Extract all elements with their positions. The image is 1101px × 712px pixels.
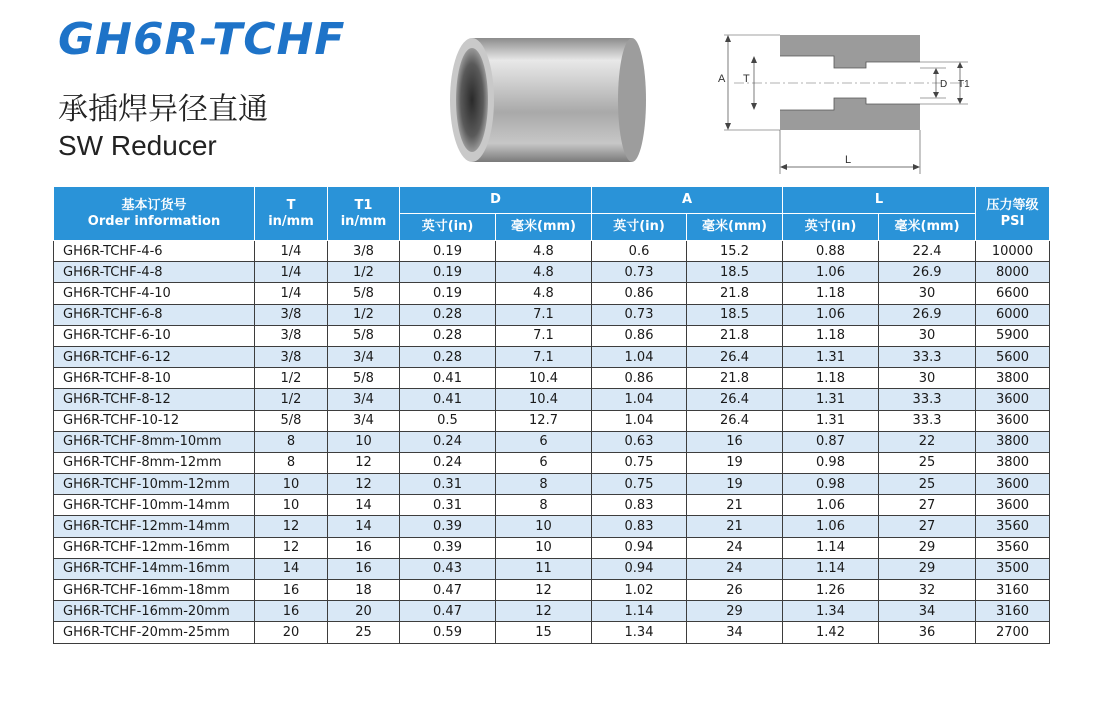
- cell-t1-value: 3/4: [328, 389, 400, 410]
- cell-psi: 3800: [976, 431, 1050, 452]
- cell-a-in: 0.83: [592, 516, 687, 537]
- cell-a-mm: 18.5: [687, 304, 783, 325]
- cell-a-mm: 26.4: [687, 346, 783, 367]
- cell-psi: 3500: [976, 558, 1050, 579]
- cell-t1-value: 1/2: [328, 304, 400, 325]
- cell-order-number: GH6R-TCHF-4-8: [54, 262, 255, 283]
- cell-a-in: 0.6: [592, 241, 687, 262]
- header-psi: [976, 187, 1050, 241]
- cell-psi: 3800: [976, 452, 1050, 473]
- cell-a-in: 1.02: [592, 580, 687, 601]
- table-row: [54, 580, 1050, 601]
- cell-d-mm: 7.1: [496, 304, 592, 325]
- subtitle-chinese: 承插焊异径直通: [58, 92, 268, 127]
- table-row: [54, 368, 1050, 389]
- table-row: [54, 389, 1050, 410]
- cell-order-number: GH6R-TCHF-4-6: [54, 241, 255, 262]
- cell-d-in: 0.39: [400, 537, 496, 558]
- cell-t-value: 3/8: [255, 325, 328, 346]
- header-l-mm: 毫米(mm): [879, 214, 976, 241]
- cell-order-number: GH6R-TCHF-8mm-10mm: [54, 431, 255, 452]
- header-order-en: Order information: [87, 213, 221, 229]
- header-psi-cn: 压力等级: [986, 197, 1039, 213]
- cell-t1-value: 14: [328, 516, 400, 537]
- cell-d-in: 0.43: [400, 558, 496, 579]
- dimension-drawing: [714, 22, 984, 180]
- header-l-in: 英寸(in): [783, 214, 879, 241]
- cell-l-in: 0.87: [783, 431, 879, 452]
- cell-t-value: 12: [255, 537, 328, 558]
- cell-d-mm: 10.4: [496, 368, 592, 389]
- cell-d-mm: 6: [496, 452, 592, 473]
- cell-t1-value: 3/4: [328, 410, 400, 431]
- table-row: [54, 431, 1050, 452]
- label-t1: T1: [958, 79, 970, 90]
- cell-t-value: 10: [255, 495, 328, 516]
- cell-order-number: GH6R-TCHF-14mm-16mm: [54, 558, 255, 579]
- cell-a-mm: 18.5: [687, 262, 783, 283]
- cell-t-value: 3/8: [255, 304, 328, 325]
- label-t: T: [743, 73, 750, 85]
- label-d: D: [940, 79, 948, 90]
- header-a-in: 英寸(in): [592, 214, 687, 241]
- header-row-top: [54, 187, 1050, 214]
- cell-t1-value: 14: [328, 495, 400, 516]
- table-row: [54, 601, 1050, 622]
- cell-l-in: 1.42: [783, 622, 879, 643]
- cell-l-mm: 36: [879, 622, 976, 643]
- cell-l-in: 1.31: [783, 346, 879, 367]
- cell-order-number: GH6R-TCHF-16mm-18mm: [54, 580, 255, 601]
- cell-d-in: 0.19: [400, 283, 496, 304]
- cell-a-mm: 29: [687, 601, 783, 622]
- cell-psi: 2700: [976, 622, 1050, 643]
- cell-l-mm: 27: [879, 495, 976, 516]
- header-l: L: [783, 187, 976, 214]
- cell-order-number: GH6R-TCHF-10mm-14mm: [54, 495, 255, 516]
- header-t1-unit: in/mm: [340, 213, 387, 229]
- cell-l-in: 1.18: [783, 325, 879, 346]
- cell-order-number: GH6R-TCHF-6-10: [54, 325, 255, 346]
- cell-psi: 8000: [976, 262, 1050, 283]
- cell-a-in: 0.73: [592, 262, 687, 283]
- header-t1: [328, 187, 400, 241]
- spec-table: [53, 186, 1050, 644]
- cell-l-mm: 30: [879, 283, 976, 304]
- cell-order-number: GH6R-TCHF-6-8: [54, 304, 255, 325]
- cell-t1-value: 18: [328, 580, 400, 601]
- spec-table-body: [54, 241, 1050, 644]
- cell-l-mm: 29: [879, 558, 976, 579]
- cell-psi: 3800: [976, 368, 1050, 389]
- cell-a-mm: 19: [687, 474, 783, 495]
- cell-a-in: 1.14: [592, 601, 687, 622]
- cell-a-in: 1.04: [592, 346, 687, 367]
- cell-order-number: GH6R-TCHF-8mm-12mm: [54, 452, 255, 473]
- cell-l-mm: 33.3: [879, 389, 976, 410]
- table-row: [54, 516, 1050, 537]
- cell-l-in: 1.18: [783, 283, 879, 304]
- cell-order-number: GH6R-TCHF-20mm-25mm: [54, 622, 255, 643]
- table-row: [54, 283, 1050, 304]
- cell-l-mm: 29: [879, 537, 976, 558]
- cell-l-in: 1.06: [783, 495, 879, 516]
- cell-l-in: 0.88: [783, 241, 879, 262]
- cell-t-value: 5/8: [255, 410, 328, 431]
- cell-l-in: 1.31: [783, 410, 879, 431]
- cell-d-mm: 7.1: [496, 325, 592, 346]
- cell-t1-value: 10: [328, 431, 400, 452]
- cell-d-in: 0.19: [400, 241, 496, 262]
- cell-t-value: 1/2: [255, 389, 328, 410]
- cell-a-mm: 16: [687, 431, 783, 452]
- cell-a-in: 0.75: [592, 452, 687, 473]
- cell-l-mm: 26.9: [879, 262, 976, 283]
- cell-d-in: 0.19: [400, 262, 496, 283]
- cell-a-mm: 21.8: [687, 325, 783, 346]
- cell-a-mm: 24: [687, 558, 783, 579]
- cell-a-in: 1.34: [592, 622, 687, 643]
- cell-d-in: 0.41: [400, 389, 496, 410]
- cell-order-number: GH6R-TCHF-4-10: [54, 283, 255, 304]
- cell-t1-value: 1/2: [328, 262, 400, 283]
- header-t1-label: T1: [354, 197, 373, 213]
- cell-a-mm: 21: [687, 516, 783, 537]
- cell-t-value: 1/2: [255, 368, 328, 389]
- cell-l-in: 1.06: [783, 262, 879, 283]
- cell-a-in: 0.75: [592, 474, 687, 495]
- cell-l-mm: 25: [879, 452, 976, 473]
- cell-d-mm: 15: [496, 622, 592, 643]
- header-d-in: 英寸(in): [400, 214, 496, 241]
- header-d: D: [400, 187, 592, 214]
- cell-psi: 3600: [976, 474, 1050, 495]
- table-row: [54, 558, 1050, 579]
- cell-order-number: GH6R-TCHF-12mm-16mm: [54, 537, 255, 558]
- header-a-mm: 毫米(mm): [687, 214, 783, 241]
- cell-d-mm: 6: [496, 431, 592, 452]
- header-t: [255, 187, 328, 241]
- cell-l-in: 1.31: [783, 389, 879, 410]
- cell-t1-value: 25: [328, 622, 400, 643]
- cell-a-in: 0.63: [592, 431, 687, 452]
- cell-l-in: 0.98: [783, 452, 879, 473]
- cell-t-value: 1/4: [255, 241, 328, 262]
- cell-l-mm: 33.3: [879, 410, 976, 431]
- page-title: GH6R-TCHF: [58, 14, 346, 65]
- cell-d-in: 0.47: [400, 601, 496, 622]
- cell-a-mm: 26.4: [687, 389, 783, 410]
- cell-t1-value: 5/8: [328, 283, 400, 304]
- cell-d-mm: 10.4: [496, 389, 592, 410]
- cell-d-in: 0.28: [400, 304, 496, 325]
- cell-a-mm: 15.2: [687, 241, 783, 262]
- cell-d-mm: 12.7: [496, 410, 592, 431]
- cell-t-value: 1/4: [255, 283, 328, 304]
- cell-d-mm: 8: [496, 474, 592, 495]
- cell-order-number: GH6R-TCHF-12mm-14mm: [54, 516, 255, 537]
- cell-l-in: 1.06: [783, 516, 879, 537]
- cell-t-value: 12: [255, 516, 328, 537]
- cell-a-mm: 21.8: [687, 283, 783, 304]
- cell-psi: 3160: [976, 580, 1050, 601]
- cell-a-in: 0.86: [592, 283, 687, 304]
- header-t-unit: in/mm: [268, 213, 314, 229]
- table-row: [54, 304, 1050, 325]
- cell-t1-value: 16: [328, 558, 400, 579]
- cell-t-value: 14: [255, 558, 328, 579]
- cell-d-in: 0.59: [400, 622, 496, 643]
- cell-d-in: 0.41: [400, 368, 496, 389]
- cell-a-in: 0.86: [592, 368, 687, 389]
- subtitle-english: SW Reducer: [58, 130, 217, 161]
- cell-d-mm: 7.1: [496, 346, 592, 367]
- cell-d-in: 0.28: [400, 346, 496, 367]
- cell-d-mm: 10: [496, 537, 592, 558]
- cell-psi: 5900: [976, 325, 1050, 346]
- cell-d-in: 0.5: [400, 410, 496, 431]
- cell-order-number: GH6R-TCHF-8-12: [54, 389, 255, 410]
- cell-l-in: 1.18: [783, 368, 879, 389]
- cell-d-mm: 4.8: [496, 262, 592, 283]
- cell-d-mm: 4.8: [496, 241, 592, 262]
- cell-a-mm: 34: [687, 622, 783, 643]
- cell-a-in: 0.94: [592, 558, 687, 579]
- cell-psi: 5600: [976, 346, 1050, 367]
- cell-l-mm: 22: [879, 431, 976, 452]
- cell-a-mm: 21: [687, 495, 783, 516]
- cell-a-mm: 21.8: [687, 368, 783, 389]
- cell-order-number: GH6R-TCHF-16mm-20mm: [54, 601, 255, 622]
- cell-l-mm: 27: [879, 516, 976, 537]
- cell-l-mm: 26.9: [879, 304, 976, 325]
- table-row: [54, 241, 1050, 262]
- table-row: [54, 452, 1050, 473]
- cell-a-in: 0.83: [592, 495, 687, 516]
- cell-l-mm: 30: [879, 325, 976, 346]
- cell-t-value: 16: [255, 601, 328, 622]
- cell-l-in: 1.34: [783, 601, 879, 622]
- cell-psi: 3600: [976, 495, 1050, 516]
- cell-l-in: 1.14: [783, 558, 879, 579]
- cell-t-value: 16: [255, 580, 328, 601]
- cell-psi: 3600: [976, 389, 1050, 410]
- header-psi-en: PSI: [1000, 213, 1025, 229]
- cell-l-mm: 22.4: [879, 241, 976, 262]
- cell-psi: 10000: [976, 241, 1050, 262]
- cell-d-in: 0.39: [400, 516, 496, 537]
- cell-t1-value: 5/8: [328, 368, 400, 389]
- cell-d-mm: 4.8: [496, 283, 592, 304]
- table-row: [54, 495, 1050, 516]
- cell-t-value: 8: [255, 452, 328, 473]
- table-row: [54, 622, 1050, 643]
- cell-t-value: 8: [255, 431, 328, 452]
- cell-a-mm: 26.4: [687, 410, 783, 431]
- cell-psi: 6000: [976, 304, 1050, 325]
- cell-l-mm: 32: [879, 580, 976, 601]
- cell-order-number: GH6R-TCHF-10-12: [54, 410, 255, 431]
- cell-t-value: 20: [255, 622, 328, 643]
- cell-d-in: 0.24: [400, 452, 496, 473]
- cell-order-number: GH6R-TCHF-6-12: [54, 346, 255, 367]
- cell-d-in: 0.47: [400, 580, 496, 601]
- cell-t-value: 1/4: [255, 262, 328, 283]
- cell-order-number: GH6R-TCHF-10mm-12mm: [54, 474, 255, 495]
- cell-l-mm: 34: [879, 601, 976, 622]
- cell-t1-value: 12: [328, 452, 400, 473]
- header-a: A: [592, 187, 783, 214]
- table-row: [54, 325, 1050, 346]
- cell-t1-value: 3/8: [328, 241, 400, 262]
- cell-a-in: 0.94: [592, 537, 687, 558]
- cell-l-in: 1.26: [783, 580, 879, 601]
- cell-t-value: 3/8: [255, 346, 328, 367]
- cell-d-mm: 10: [496, 516, 592, 537]
- table-row: [54, 410, 1050, 431]
- product-photo: [448, 30, 648, 170]
- cell-psi: 3160: [976, 601, 1050, 622]
- cell-l-mm: 30: [879, 368, 976, 389]
- cell-a-in: 0.86: [592, 325, 687, 346]
- cell-t1-value: 12: [328, 474, 400, 495]
- cell-psi: 6600: [976, 283, 1050, 304]
- cell-order-number: GH6R-TCHF-8-10: [54, 368, 255, 389]
- cell-psi: 3600: [976, 410, 1050, 431]
- header-t-label: T: [286, 197, 296, 213]
- table-row: [54, 537, 1050, 558]
- cell-t1-value: 3/4: [328, 346, 400, 367]
- cell-t1-value: 20: [328, 601, 400, 622]
- cell-d-in: 0.24: [400, 431, 496, 452]
- header-order-cn: 基本订货号: [121, 197, 187, 213]
- cell-l-in: 0.98: [783, 474, 879, 495]
- cell-a-in: 1.04: [592, 389, 687, 410]
- cell-d-mm: 12: [496, 601, 592, 622]
- cell-a-mm: 24: [687, 537, 783, 558]
- cell-d-mm: 8: [496, 495, 592, 516]
- header-order-info: [54, 187, 255, 241]
- cell-a-mm: 26: [687, 580, 783, 601]
- header-d-mm: 毫米(mm): [496, 214, 592, 241]
- table-row: [54, 346, 1050, 367]
- table-row: [54, 262, 1050, 283]
- table-row: [54, 474, 1050, 495]
- cell-l-in: 1.14: [783, 537, 879, 558]
- cell-psi: 3560: [976, 537, 1050, 558]
- cell-t-value: 10: [255, 474, 328, 495]
- cell-t1-value: 16: [328, 537, 400, 558]
- cell-a-in: 0.73: [592, 304, 687, 325]
- cell-a-mm: 19: [687, 452, 783, 473]
- cell-d-in: 0.31: [400, 495, 496, 516]
- cell-l-in: 1.06: [783, 304, 879, 325]
- cell-d-mm: 11: [496, 558, 592, 579]
- cell-l-mm: 25: [879, 474, 976, 495]
- cell-d-in: 0.28: [400, 325, 496, 346]
- cell-a-in: 1.04: [592, 410, 687, 431]
- label-l: L: [845, 154, 852, 166]
- label-a: A: [718, 73, 726, 85]
- cell-t1-value: 5/8: [328, 325, 400, 346]
- cell-d-in: 0.31: [400, 474, 496, 495]
- cell-l-mm: 33.3: [879, 346, 976, 367]
- cell-d-mm: 12: [496, 580, 592, 601]
- cell-psi: 3560: [976, 516, 1050, 537]
